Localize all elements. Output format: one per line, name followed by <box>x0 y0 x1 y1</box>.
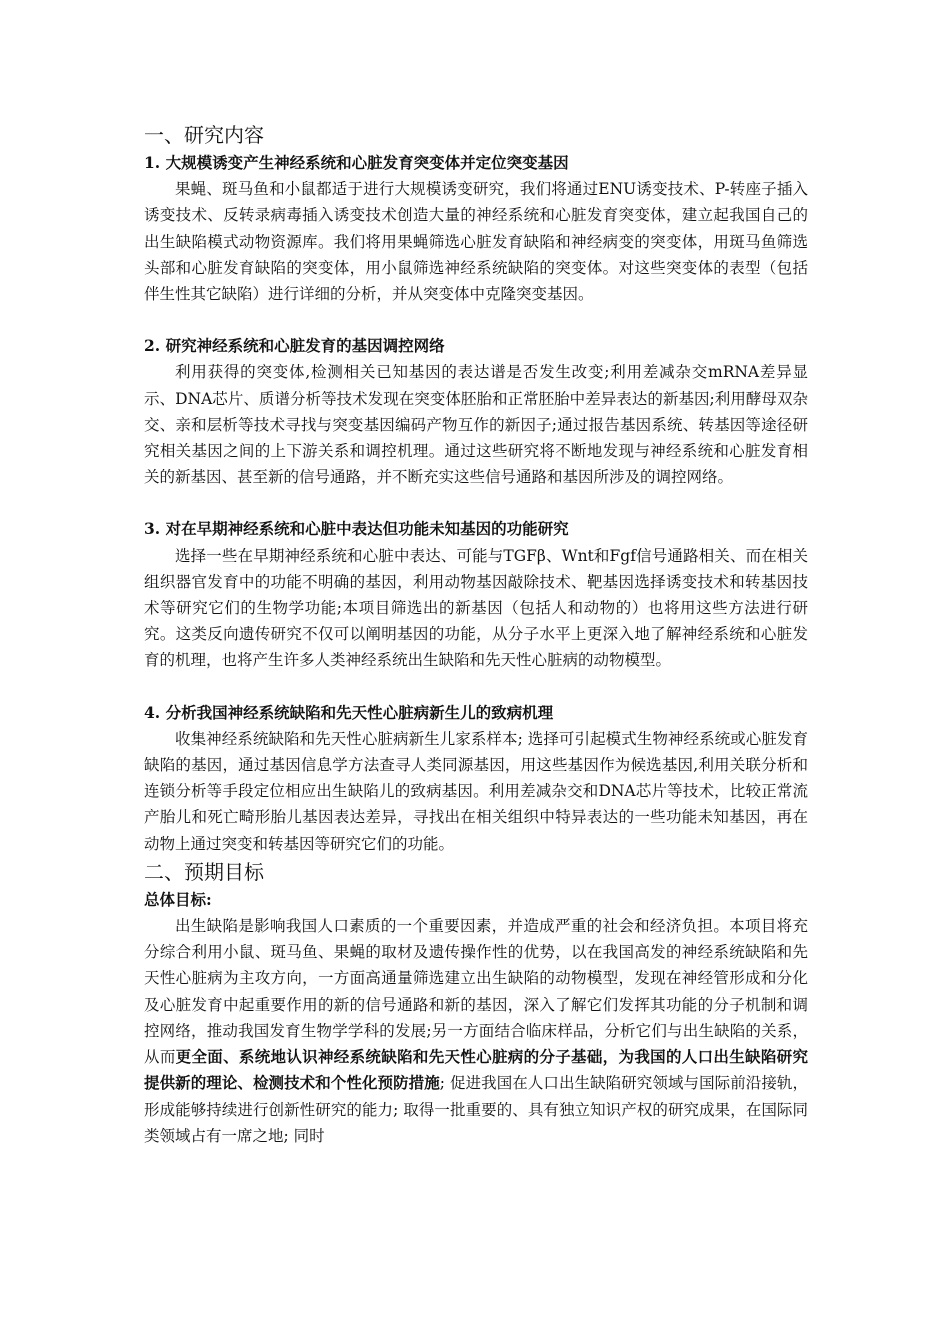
spacer <box>144 307 808 333</box>
goal-text-part2: ; 促进我国在人口出生缺陷研究领域与国际前沿接轨，形成能够持续进行创新性研究的能力; 取得一批重要的、具有独立知识产权的研究成果，在国际同类领域占有一席之地; 同时 <box>144 1074 808 1145</box>
item-title-1: 1. 大规模诱变产生神经系统和心脏发育突变体并定位突变基因 <box>144 153 569 172</box>
overall-goal-subheading: 总体目标: <box>144 889 212 909</box>
item-title-2: 2. 研究神经系统和心脏发育的基因调控网络 <box>144 336 445 356</box>
section-heading-research-content: 一、研究内容 <box>144 123 264 147</box>
section-heading-expected-goals: 二、预期目标 <box>144 859 264 884</box>
goal-text-part1: 出生缺陷是影响我国人口素质的一个重要因素，并造成严重的社会和经济负担。本项目将充分综合利用小鼠、斑马鱼、果蝇的取材及遗传操作性的优势，以在我国高发的神经系统缺陷和先天性心脏病为主攻方向，一方面高通量筛选建立出生缺陷的动物模型，发现在神经管形成和分化及心脏发育中起重要作用的新的信号通路和新的基因，深入了解它们发挥其功能的分子机制和调控网络，推动我国发育生物学学科的发展;另一方面结合临床样品，分析它们与出生缺陷的关系，从而 <box>144 917 808 1067</box>
item-text-4: 收集神经系统缺陷和先天性心脏病新生儿家系样本; 选择可引起模式生物神经系统或心脏发育缺陷的基因，通过基因信息学方法查寻人类同源基因，用这些基因作为候选基因,利用关联分析和连锁分析等手段定位相应出生缺陷儿的致病基因。利用差减杂交和DNA芯片等技术，比较正常流产胎儿和死亡畸形胎儿基因表达差异，寻找出在相关组织中特异表达的一些功能未知基因，再在动物上通过突变和转基因等研究它们的功能。 <box>144 729 808 853</box>
item-title-4: 4. 分析我国神经系统缺陷和先天性心脏病新生儿的致病机理 <box>144 702 554 722</box>
spacer <box>144 490 808 516</box>
item-text-3: 选择一些在早期神经系统和心脏中表达、可能与TGFβ、Wnt和Fgf信号通路相关、而在相关组织器官发育中的功能不明确的基因，利用动物基因敲除技术、靶基因选择诱变技术和转基因技术等研究它们的生物学功能;本项目筛选出的新基因（包括人和动物的）也将用这些方法进行研究。这类反向遗传研究不仅可以阐明基因的功能，从分子水平上更深入地了解神经系统和心脏发育的机理，也将产生许多人类神经系统出生缺陷和先天性心脏病的动物模型。 <box>144 546 808 670</box>
item-text-2: 利用获得的突变体,检测相关已知基因的表达谱是否发生改变;利用差减杂交mRNA差异显示、DNA芯片、质谱分析等技术发现在突变体胚胎和正常胚胎中差异表达的新基因;利用酵母双杂交、亲和层析等技术寻找与突变基因编码产物互作的新因子;通过报告基因系统、转基因等途径研究相关基因之间的上下游关系和调控机理。通过这些研究将不断地发现与神经系统和心脏发育相关的新基因、甚至新的信号通路，并不断充实这些信号通路和基因所涉及的调控网络。 <box>144 363 808 487</box>
item-text-1: 果蝇、斑马鱼和小鼠都适于进行大规模诱变研究，我们将通过ENU诱变技术、P-转座子插入诱变技术、反转录病毒插入诱变技术创造大量的神经系统和心脏发育突变体，建立起我国自己的出生缺陷模式动物资源库。我们将用果蝇筛选心脏发育缺陷和神经病变的突变体，用斑马鱼筛选头部和心脏发育缺陷的突变体，用小鼠筛选神经系统缺陷的突变体。对这些突变体的表型（包括伴生性其它缺陷）进行详细的分析，并从突变体中克隆突变基因。 <box>144 180 808 304</box>
spacer <box>144 674 808 700</box>
goal-text-bold: 更全面、系统地认识神经系统缺陷和先天性心脏病的分子基础，为我国的人口出生缺陷研究提供新的理论、检测技术和个性化预防措施 <box>144 1047 808 1093</box>
document-page <box>144 120 808 1149</box>
item-title-3: 3. 对在早期神经系统和心脏中表达但功能未知基因的功能研究 <box>144 519 569 539</box>
overall-goal-text <box>144 913 808 1149</box>
